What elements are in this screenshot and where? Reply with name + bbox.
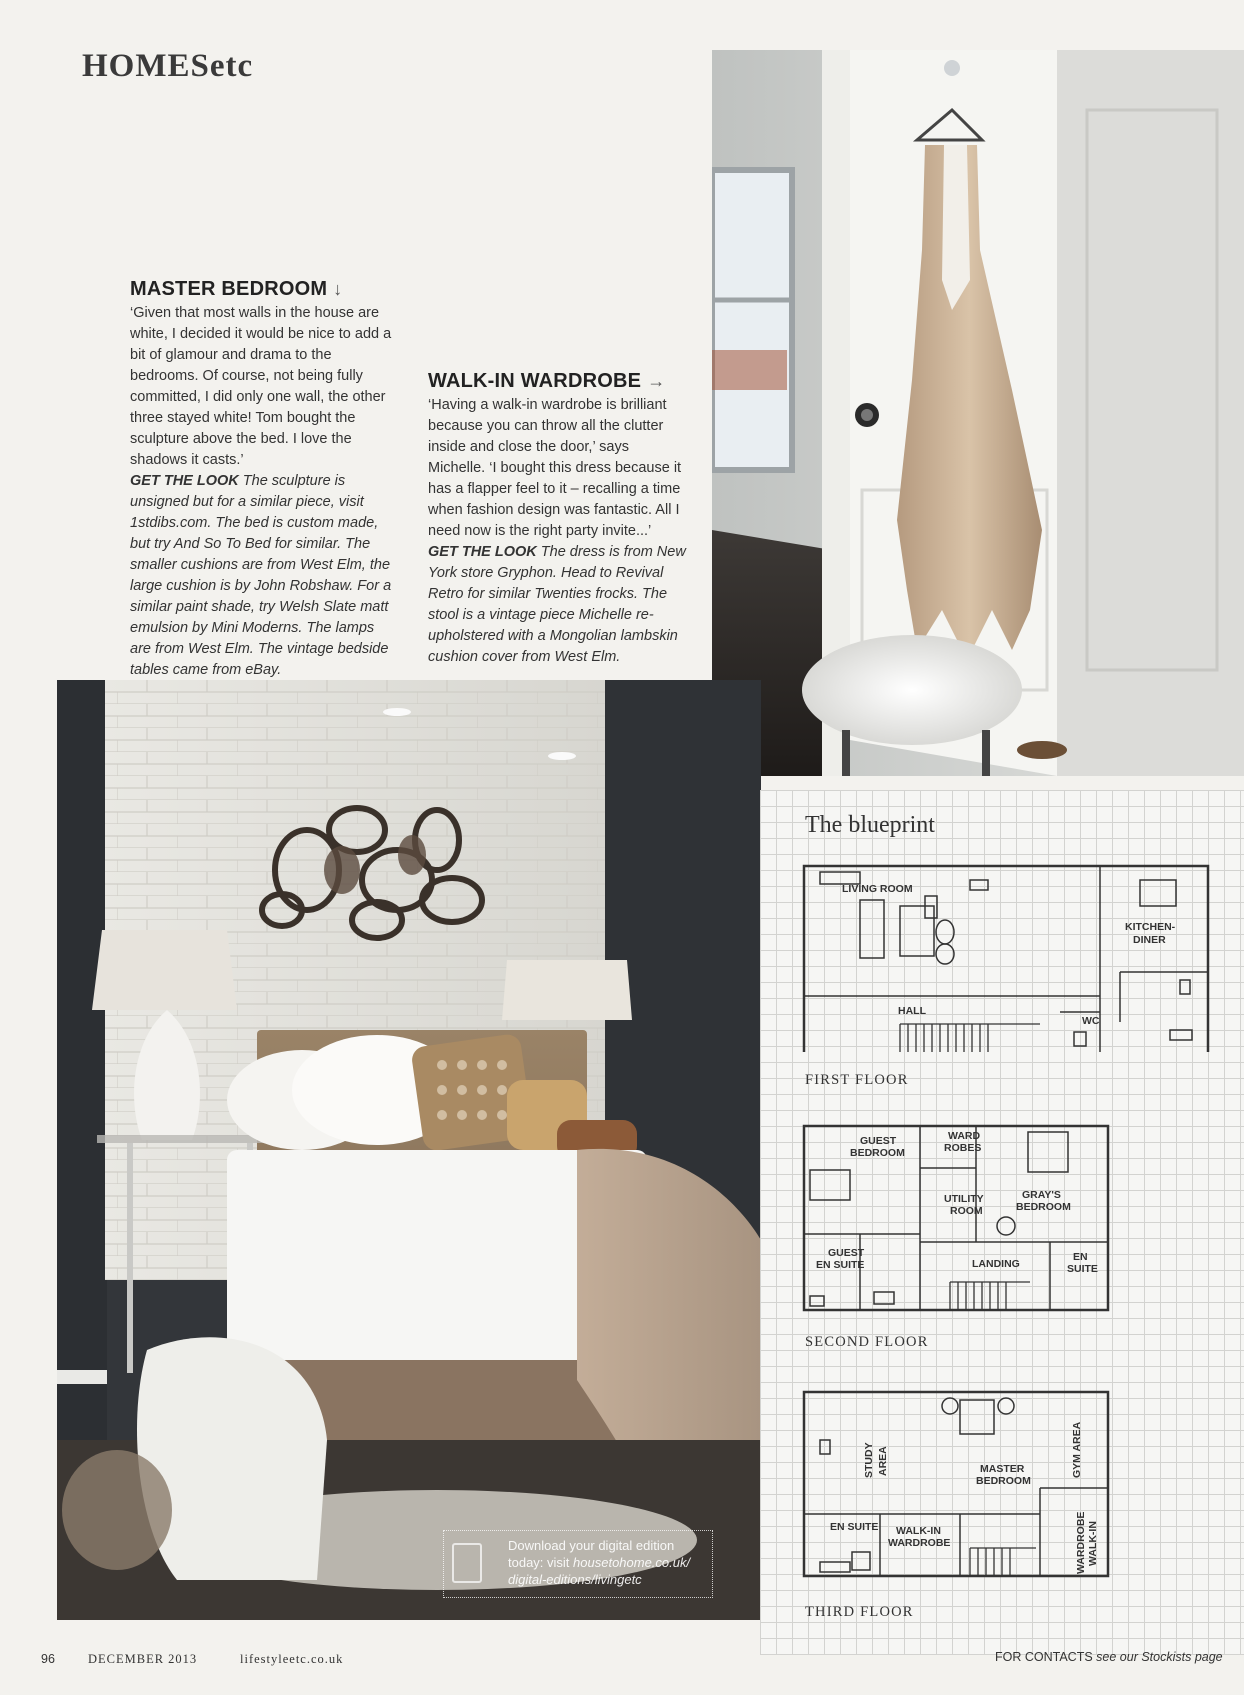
digital-edition-promo[interactable] (443, 1530, 713, 1598)
room-label: UTILITY (944, 1193, 984, 1205)
bedroom-photo (57, 680, 761, 1620)
get-the-look-label: GET THE LOOK (428, 544, 537, 560)
room-label: WALK-IN (896, 1525, 941, 1537)
master-bedroom-quote: ‘Given that most walls in the house are white, I decided it would be nice to add a bit of glamour and drama to the bedrooms. Of course, not being fully committed, I did only one wall, the other three stayed white! Tom bought the sculpture above the bed. I love the shadows it casts.’ (130, 305, 392, 468)
room-label: MASTER (980, 1463, 1025, 1475)
promo-text (508, 1537, 708, 1588)
masthead-brand: HOME (82, 48, 191, 84)
get-the-look-label: GET THE LOOK (130, 473, 239, 489)
contacts-prefix: FOR CONTACTS (995, 1650, 1093, 1664)
third-floor-label: THIRD FLOOR (805, 1604, 914, 1620)
room-label: BEDROOM (850, 1147, 905, 1159)
master-bedroom-get-the-look (130, 471, 392, 681)
room-label: STUDY (863, 1442, 875, 1478)
blueprint-title: The blueprint (805, 812, 935, 838)
room-label: ROOM (950, 1205, 983, 1217)
room-label: HALL (898, 1005, 926, 1017)
masthead (82, 48, 253, 85)
room-label: GUEST (828, 1247, 865, 1259)
promo-link-continued[interactable]: digital-editions/livingetc (508, 1572, 642, 1587)
room-label: ROBES (944, 1142, 982, 1154)
room-label: WARD (948, 1130, 981, 1142)
master-bedroom-title: MASTER BEDROOM ↓ (130, 278, 343, 300)
first-floor-label: FIRST FLOOR (805, 1072, 909, 1088)
walk-in-wardrobe-section (428, 370, 690, 668)
room-label: GUEST (860, 1135, 897, 1147)
third-floor-plan (800, 1388, 1112, 1580)
first-floor-plan (800, 862, 1212, 1052)
promo-line-2: today: visit housetohome.co.uk/ (508, 1555, 691, 1570)
tablet-icon (452, 1543, 482, 1583)
room-label: BEDROOM (976, 1475, 1031, 1487)
page-number: 96 (41, 1652, 55, 1666)
arrow-down-icon: ↓ (333, 279, 343, 299)
room-label: AREA (877, 1446, 889, 1476)
wardrobe-photo-illustration (712, 50, 1244, 776)
walk-in-wardrobe-quote: ‘Having a walk-in wardrobe is brilliant because you can throw all the clutter inside and close the door,’ says Michelle. ‘I bought this dress because it has a flapper feel to it – recalling a time when fashion design was fantastic. All I need now is the right party invite...’ (428, 397, 682, 539)
room-label: DINER (1133, 934, 1166, 946)
second-floor-plan (800, 1122, 1112, 1314)
room-label: WARDROBE (1075, 1511, 1087, 1574)
contacts-note (995, 1650, 1223, 1664)
room-label: LIVING ROOM (842, 883, 913, 895)
room-label: WC (1082, 1015, 1100, 1027)
promo-line-1: Download your digital edition (508, 1538, 675, 1553)
room-label: KITCHEN- (1125, 921, 1176, 933)
second-floor-label: SECOND FLOOR (805, 1334, 929, 1350)
contacts-suffix: see our Stockists page (1096, 1650, 1223, 1664)
masthead-suffix: Setc (190, 48, 254, 84)
promo-link[interactable]: housetohome.co.uk/ (573, 1555, 691, 1570)
get-the-look-text: The sculpture is unsigned but for a similar piece, visit 1stdibs.com. The bed is custom made, but try And So To Bed for similar. The smaller cushions are from West Elm, the large cushion is by John Robshaw. For a similar paint shade, try Welsh Slate matt emulsion by Mini Moderns. The lamps are from West Elm. The vintage bedside tables came from eBay. (130, 473, 392, 678)
arrow-right-icon: → (647, 371, 666, 391)
room-label: GRAY'S (1022, 1189, 1061, 1201)
website-link[interactable]: lifestyleetc.co.uk (240, 1652, 344, 1666)
master-bedroom-section (130, 278, 392, 681)
issue-date: DECEMBER 2013 (88, 1652, 198, 1666)
room-label: LANDING (972, 1258, 1020, 1270)
walk-in-wardrobe-get-the-look (428, 542, 690, 668)
room-label: GYM AREA (1071, 1421, 1083, 1478)
room-label: EN (1073, 1251, 1088, 1263)
walk-in-wardrobe-title: WALK-IN WARDROBE → (428, 370, 666, 392)
room-label: WARDROBE (888, 1537, 951, 1549)
room-label: EN SUITE (830, 1521, 879, 1533)
room-label: BEDROOM (1016, 1201, 1071, 1213)
get-the-look-text: The dress is from New York store Gryphon. Head to Revival Retro for similar Twenties frocks. The stool is a vintage piece Michelle re-upholstered with a Mongolian lambskin cushion cover from West Elm. (428, 544, 686, 665)
wardrobe-photo (712, 50, 1244, 776)
room-label: SUITE (1067, 1263, 1098, 1275)
bedroom-photo-illustration (57, 680, 761, 1620)
room-label: EN SUITE (816, 1259, 865, 1271)
room-label: WALK-IN (1087, 1521, 1099, 1566)
